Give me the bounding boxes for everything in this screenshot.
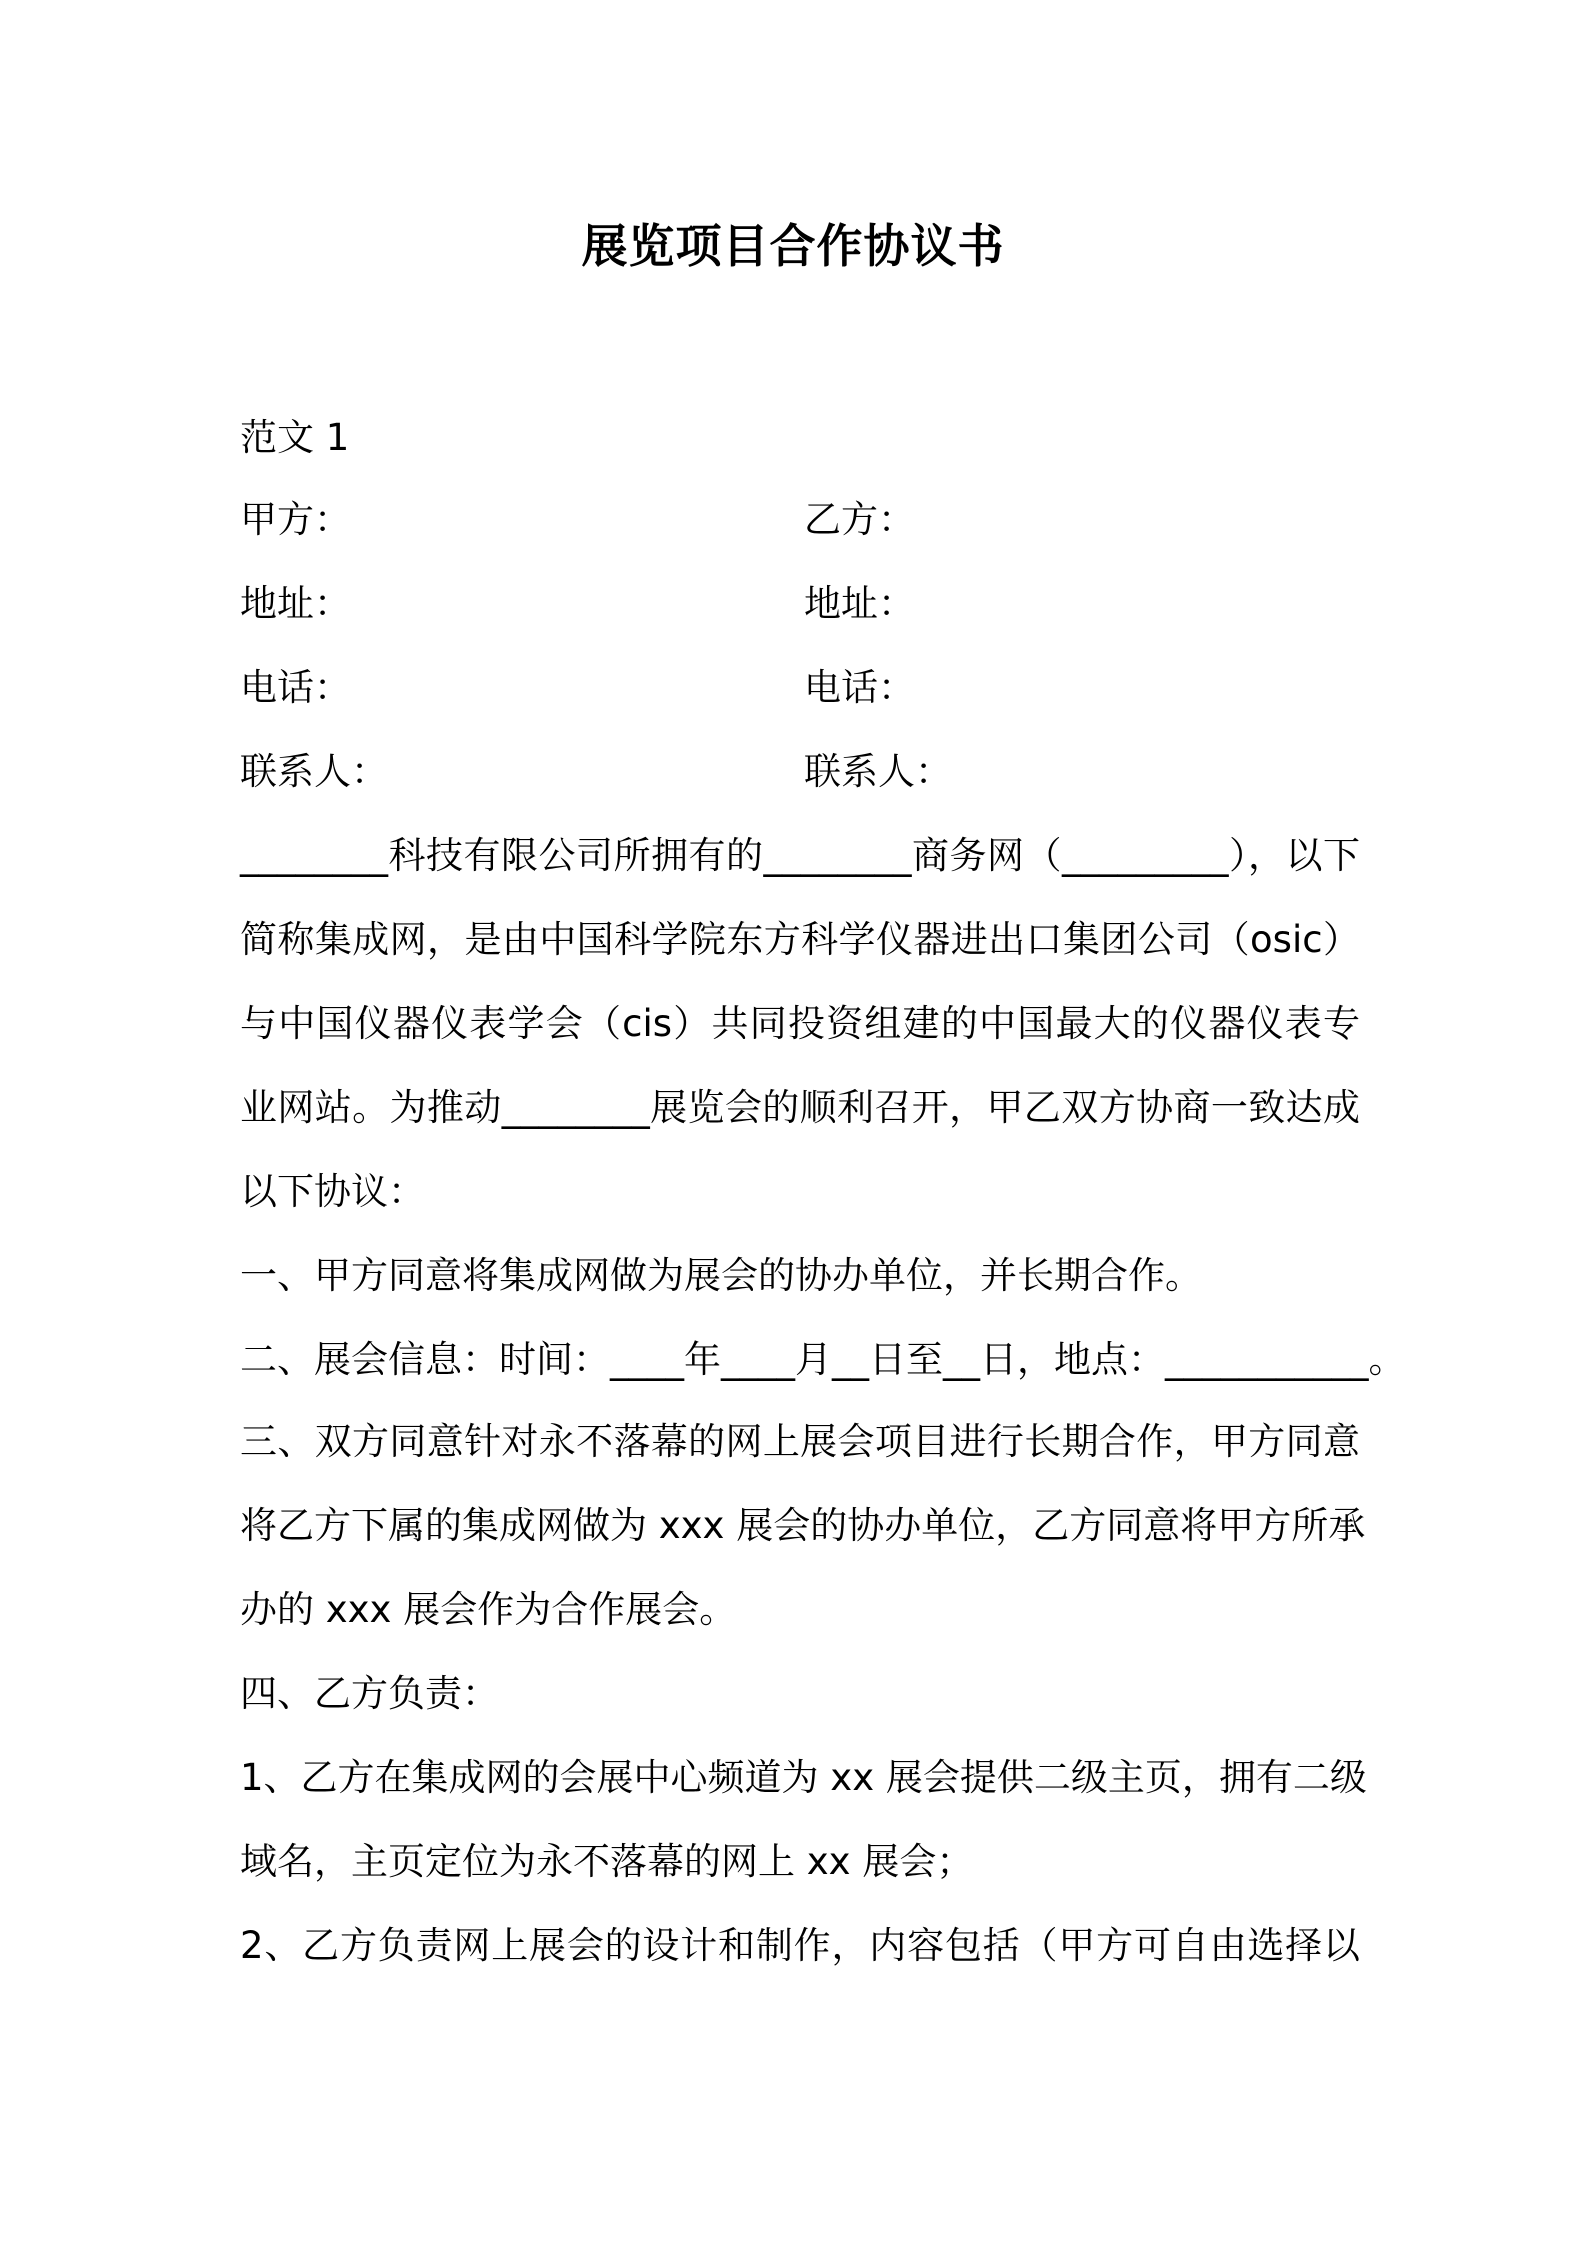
party-a-phone-label: 电话： — [240, 666, 351, 709]
clause-1: 一、甲方同意将集成网做为展会的协办单位，并长期合作。 — [240, 1254, 1202, 1297]
clause-4: 四、乙方负责： — [240, 1672, 499, 1715]
clause-4-item-1: 域名，主页定位为永不落幕的网上 xx 展会； — [240, 1840, 974, 1883]
clause-3: 三、双方同意针对永不落幕的网上展会项目进行长期合作，甲方同意 — [240, 1420, 1360, 1463]
clause-2: 二、展会信息：时间：____年____月__日至__日，地点：___________。 — [240, 1338, 1406, 1381]
party-b-phone-label: 电话： — [804, 666, 915, 709]
clause-3: 办的 xxx 展会作为合作展会。 — [240, 1588, 737, 1631]
body-line: 以下协议： — [240, 1170, 425, 1213]
body-line: ________科技有限公司所拥有的________商务网（_________），以下 — [240, 834, 1360, 877]
clause-3: 将乙方下属的集成网做为 xxx 展会的协办单位，乙方同意将甲方所承 — [240, 1504, 1366, 1547]
body-line: 业网站。为推动________展览会的顺利召开，甲乙双方协商一致达成 — [240, 1086, 1360, 1129]
body-line: 简称集成网，是由中国科学院东方科学仪器进出口集团公司（osic） — [240, 918, 1360, 961]
party-a-contact-label: 联系人： — [240, 750, 388, 793]
clause-4-item-1: 1、乙方在集成网的会展中心频道为 xx 展会提供二级主页，拥有二级 — [240, 1756, 1367, 1799]
party-a-name-label: 甲方： — [240, 498, 351, 541]
body-line: 与中国仪器仪表学会（cis）共同投资组建的中国最大的仪器仪表专 — [240, 1002, 1360, 1045]
document-subtitle: 范文 1 — [240, 416, 350, 459]
party-b-contact-label: 联系人： — [804, 750, 952, 793]
party-a-address-label: 地址： — [240, 582, 351, 625]
clause-4-item-2: 2、乙方负责网上展会的设计和制作，内容包括（甲方可自由选择以 — [240, 1924, 1360, 1967]
party-b-name-label: 乙方： — [804, 498, 915, 541]
document-title: 展览项目合作协议书 — [581, 219, 1005, 273]
party-b-address-label: 地址： — [804, 582, 915, 625]
